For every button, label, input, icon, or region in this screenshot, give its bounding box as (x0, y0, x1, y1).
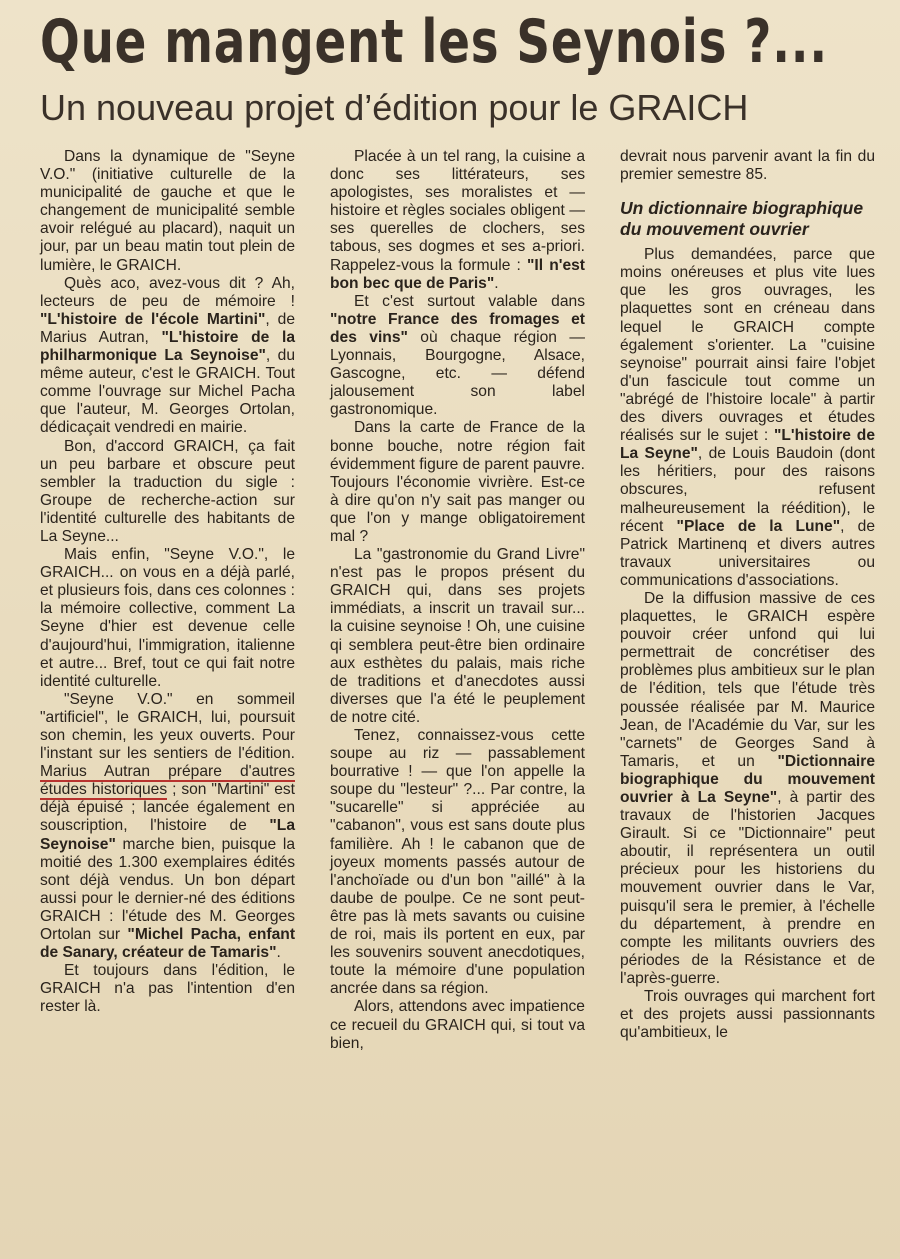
column-1 (40, 148, 295, 1017)
paragraph: Trois ouvrages qui marchent fort et des projets aussi passionnants qu'ambitieux, le (620, 988, 875, 1042)
column-2 (330, 148, 585, 1053)
paragraph: Plus demandées, parce que moins onéreuses et plus vite lues que les gros ouvrages, les plaquettes sont en créneau dans lequel le GRAICH compte également s'orienter. La "cuisine seynoise" pourrait ainsi faire l'objet d'un fascicule tout comme un "abrégé de l'histoire locale" à partir des divers ouvrages et études réalisés sur le sujet : "L'histoire de La Seyne", de Louis Baudoin (dont les héritiers, pour des raisons obscures, refusent malheureusement la réédition), le récent "Place de la Lune", de Patrick Martinenq et divers autres travaux universitaires ou communications d'associations. (620, 246, 876, 589)
paragraph: Et toujours dans l'édition, le GRAICH n'a pas l'intention d'en rester là. (40, 962, 295, 1016)
paragraph: Dans la carte de France de la bonne bouche, notre région fait évidemment figure de parent pauvre. Toujours l'économie vivrière. Est-ce à dire qu'on n'y sait pas manger ou que l'on y mange obligatoirement mal ? (330, 419, 585, 545)
column-3 (620, 148, 875, 1042)
handwritten-underline: Marius Autran prépare d'autres études historiques (40, 763, 295, 799)
paragraph: De la diffusion massive de ces plaquettes, le GRAICH espère pouvoir créer unfond qui lui permettrait de concrétiser des problèmes plus ambitieux sur le plan de l'édition, tels que l'étude très poussée réalisée par M. Maurice Jean, de l'Académie du Var, sur les "carnets" de Georges Sand à Tamaris, et un "Dictionnaire biographique du mouvement ouvrier à La Seyne", à partir des travaux de l'historien Jacques Girault. Si ce "Dictionnaire" peut aboutir, il représentera un outil précieux pour les historiens du mouvement ouvrier dans le Var, puisqu'il sera le premier, à l'échelle du département, à prendre en compte les militants ouvriers des périodes de la Résistance et de l'après-guerre. (620, 589, 875, 987)
headline: Que mangent les Seynois ?... (40, 7, 828, 77)
subheadline: Un nouveau projet d’édition pour le GRAICH (40, 87, 749, 128)
paragraph: La "gastronomie du Grand Livre" n'est pas le propos présent du GRAICH qui, dans ses projets immédiats, a inscrit un travail sur... la cuisine seynoise ! Oh, une cuisine qi semblera peut-être bien ordinaire aux esthètes du palais, mais riche de traditions et d'anecdotes aussi diverses que l'a été le peuplement de notre cité. (330, 546, 585, 726)
paragraph: Tenez, connaissez-vous cette soupe au riz — passablement bourrative ! — que l'on appelle la soupe du "lesteur" ?... Par contre, la "sucarelle" si appréciée au "cabanon", vous est sans doute plus familière. Ah ! le cabanon que de joyeux moments passés autour de l'anchoïade ou d'un bon "aillé" à la daube de poulpe. Ce ne sont peut-être pas là mets savants ou cuisine de roi, mais ils portent en eux, par les souvenirs souvent anecdotiques, toute la mémoire d'une population ancrée dans sa région. (330, 727, 585, 998)
paragraph: Placée à un tel rang, la cuisine a donc ses littérateurs, ses apologistes, ses moralistes et — histoire et règles sociales obligent — ses querelles de clochers, ses tabous, ses dogmes et ses a-priori. Rappelez-vous la formule : "Il n'est bon bec que de Paris". (330, 148, 585, 292)
paragraph: Bon, d'accord GRAICH, ça fait un peu barbare et obscure peut sembler la traduction du sigle : Groupe de recherche-action sur l'identité culturelle des habitants de La Seyne... (40, 437, 295, 545)
paragraph: Alors, attendons avec impatience ce recueil du GRAICH qui, si tout va bien, (330, 998, 585, 1052)
paragraph: Quès aco, avez-vous dit ? Ah, lecteurs de peu de mémoire ! "L'histoire de l'école Martini", de Marius Autran, "L'histoire de la philharmonique La Seynoise", du même auteur, c'est le GRAICH. Tout comme l'ouvrage sur Michel Pacha que l'auteur, M. Georges Ortolan, dédicaçait vendredi en mairie. (40, 274, 295, 437)
paragraph: devrait nous parvenir avant la fin du premier semestre 85. (620, 148, 875, 184)
paragraph: Dans la dynamique de "Seyne V.O." (initiative culturelle de la municipalité de gauche et que le changement de municipalité semble avoir relégué au placard), naquit un jour, par un beau matin tout plein de lumière, le GRAICH. (40, 148, 295, 274)
paragraph: Et c'est surtout valable dans "notre France des fromages et des vins" où chaque région — Lyonnais, Bourgogne, Alsace, Gascogne, etc. — défend jalousement son label gastronomique. (330, 292, 585, 419)
paragraph: "Seyne V.O." en sommeil "artificiel", le GRAICH, lui, poursuit son chemin, les yeux ouverts. Pour l'instant sur les sentiers de l'édition. Marius Autran prépare d'autres études historiques ; son "Martini" est déjà épuisé ; lancée également en souscription, l'histoire de "La Seynoise" marche bien, puisque la moitié des 1.300 exemplaires édités sont déjà vendus. Un bon départ aussi pour le dernier-né des éditions GRAICH : l'étude des M. Georges Ortolan sur "Michel Pacha, enfant de Sanary, créateur de Tamaris". (40, 690, 296, 962)
section-title: Un dictionnaire biographique du mouvement ouvrier (620, 198, 864, 240)
paragraph: Mais enfin, "Seyne V.O.", le GRAICH... on vous en a déjà parlé, et plusieurs fois, dans ces colonnes : la mémoire collective, comment La Seyne d'hier est devenue celle d'aujourd'hui, l'immigration, italienne et autre... Bref, tout ce qui fait notre identité culturelle. (40, 546, 295, 690)
